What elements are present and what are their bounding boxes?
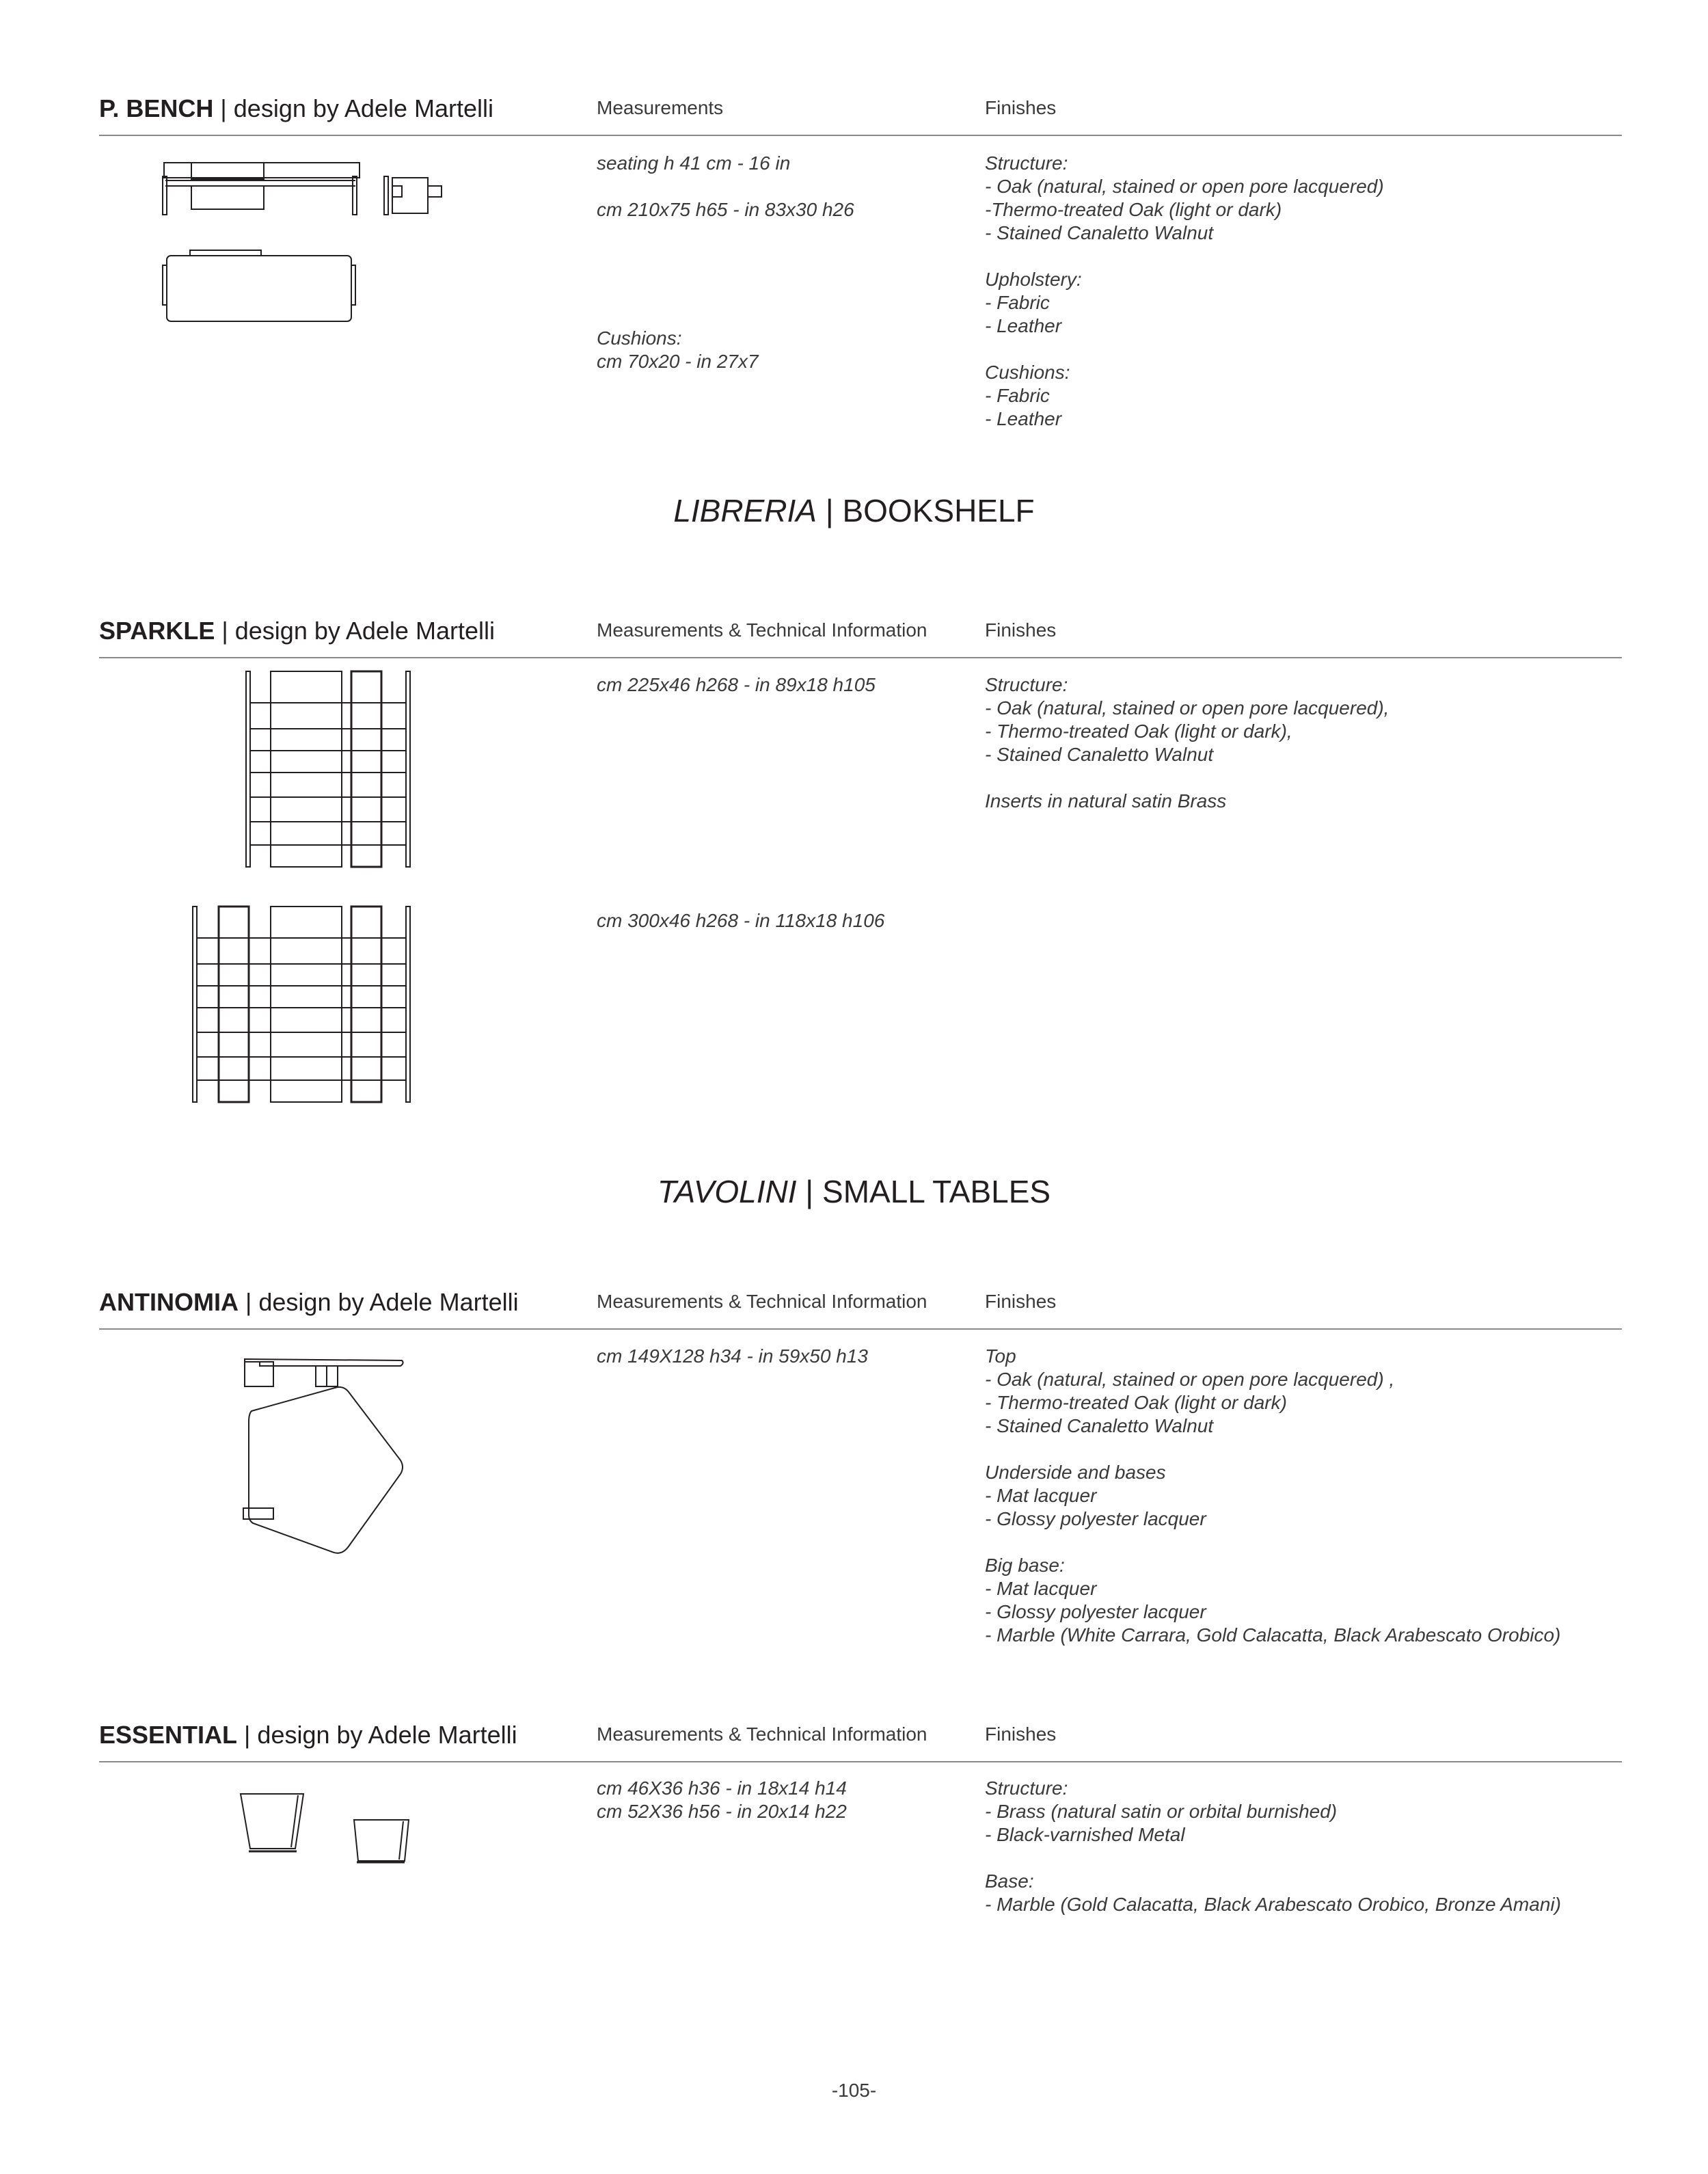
pbench-frame-left (164, 163, 360, 178)
sparkle-measurement-1: cm 225x46 h268 - in 89x18 h105 (597, 674, 876, 695)
sparkle-finishes: Structure: - Oak (natural, stained or open pore lacquered), - Thermo-treated Oak (light or dark), - Stained Canaletto Walnut Inserts in natural satin Brass (985, 674, 1390, 811)
antinomia-measurements-header: Measurements & Technical Information (597, 1291, 927, 1312)
essential-title: ESSENTIAL | design by Adele Martelli (99, 1721, 517, 1749)
antinomia-finishes: Top - Oak (natural, stained or open pore lacquered) , - Thermo-treated Oak (light or dark) - Stained Canaletto Walnut Underside and bases - Mat lacquer - Glossy polyester lacquer Big base: - Mat lacquer - Glossy polyester lacquer - Marble (White Carrara, Gold Calacatta, Black Arabescato Orobico) (985, 1345, 1561, 1646)
pbench-backrest-lower (191, 186, 264, 209)
sparkle-finishes-header: Finishes (985, 619, 1057, 641)
essential-finishes: Structure: - Brass (natural satin or orbital burnished) - Black-varnished Metal Base: - Marble (Gold Calacatta, Black Arabescato Orobico, Bronze Amani) (985, 1777, 1561, 1915)
sparkle-large-drawing (191, 905, 411, 1105)
essential-drawing (238, 1788, 416, 1870)
sparkle-small-drawing (245, 670, 411, 870)
essential-divider (99, 1761, 1622, 1762)
page-number: -105- (831, 2080, 877, 2101)
section-title-libreria: LIBRERIA | BOOKSHELF (673, 493, 1035, 528)
pbench-finishes: Structure: - Oak (natural, stained or open pore lacquered) -Thermo-treated Oak (light or dark) - Stained Canaletto Walnut Upholstery: - Fabric - Leather Cushions: - Fabric - Leather (985, 152, 1384, 429)
sparkle-measurement-2: cm 300x46 h268 - in 118x18 h106 (597, 910, 885, 931)
pbench-finishes-header: Finishes (985, 97, 1057, 118)
section-title-tavolini: TAVOLINI | SMALL TABLES (657, 1174, 1051, 1209)
pbench-divider (99, 135, 1622, 136)
pbench-drawing (157, 157, 458, 328)
antinomia-drawing (239, 1354, 410, 1627)
antinomia-finishes-header: Finishes (985, 1291, 1057, 1312)
essential-measurements-header: Measurements & Technical Information (597, 1723, 927, 1745)
sparkle-divider (99, 657, 1622, 658)
antinomia-title: ANTINOMIA | design by Adele Martelli (99, 1288, 519, 1316)
essential-measurements: cm 46X36 h36 - in 18x14 h14 cm 52X36 h56 - in 20x14 h22 (597, 1777, 847, 1822)
sparkle-measurements-header: Measurements & Technical Information (597, 619, 927, 641)
pbench-measurements-header: Measurements (597, 97, 724, 118)
pbench-title: P. BENCH | design by Adele Martelli (99, 94, 493, 122)
essential-finishes-header: Finishes (985, 1723, 1057, 1745)
antinomia-divider (99, 1328, 1622, 1330)
pbench-backrest (191, 163, 264, 179)
sparkle-title: SPARKLE | design by Adele Martelli (99, 617, 495, 645)
pbench-cushions: Cushions: cm 70x20 - in 27x7 (597, 327, 759, 372)
pbench-measurements: seating h 41 cm - 16 in cm 210x75 h65 - in 83x30 h26 (597, 152, 854, 220)
antinomia-measurements: cm 149X128 h34 - in 59x50 h13 (597, 1345, 868, 1367)
